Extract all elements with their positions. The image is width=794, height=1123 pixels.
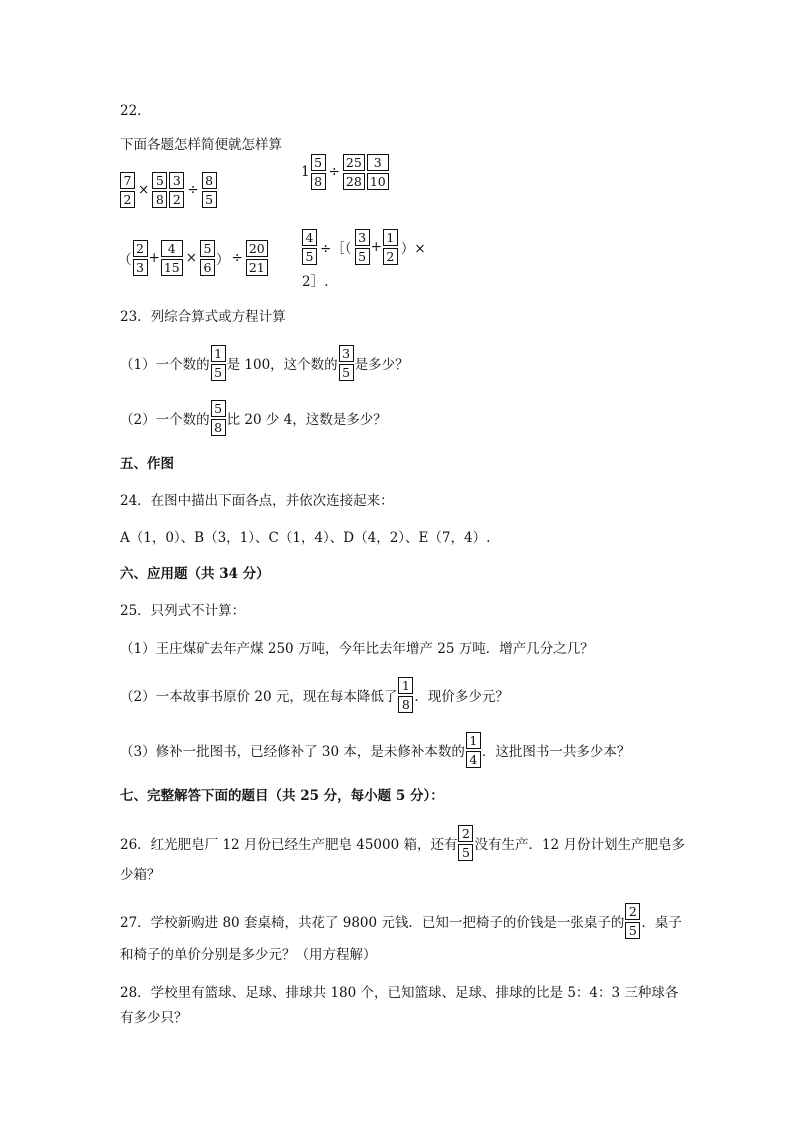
fraction: $\frac{5}{8}$ bbox=[311, 154, 326, 190]
fraction: $\frac{4}{5}$ bbox=[302, 229, 317, 265]
fraction: $\frac{5}{8}$ bbox=[152, 172, 167, 208]
fraction: $\frac{3}{2}$ bbox=[169, 172, 184, 208]
q22-label: 22． bbox=[120, 103, 151, 119]
q28-line-2: 有多少只？ bbox=[120, 1010, 188, 1026]
q22-expression-2: 1 $\frac{5}{8}$ ÷ $\frac{25}{28}$ $\frac{3}{10}$ bbox=[301, 154, 390, 190]
fraction: $\frac{20}{21}$ bbox=[246, 240, 268, 276]
q23-part-1: （1）一个数的 $\frac{1}{5}$ 是 100，这个数的 $\frac{3}{5}$ 是多少？ bbox=[120, 346, 409, 380]
fraction: $\frac{2}{5}$ bbox=[625, 903, 640, 939]
fraction: $\frac{2}{5}$ bbox=[458, 825, 473, 861]
fraction: $\frac{3}{10}$ bbox=[367, 154, 389, 190]
fraction: $\frac{1}{8}$ bbox=[398, 677, 413, 713]
q23-part-2: （2）一个数的 $\frac{5}{8}$ 比 20 少 4，这数是多少？ bbox=[120, 401, 387, 435]
q25-title: 25．只列式不计算： bbox=[120, 603, 246, 619]
fraction: $\frac{1}{4}$ bbox=[466, 732, 481, 768]
q22-expression-4-continued: 2］. bbox=[302, 274, 329, 290]
fraction: $\frac{5}{6}$ bbox=[200, 240, 215, 276]
q23-title: 23．列综合算式或方程计算 bbox=[120, 309, 286, 325]
fraction: $\frac{7}{2}$ bbox=[120, 172, 135, 208]
fraction: $\frac{3}{5}$ bbox=[355, 229, 370, 265]
q27-line-2: 和椅子的单价分别是多少元？（用方程解） bbox=[120, 947, 377, 963]
q22-expression-1: $\frac{7}{2}$ × $\frac{5}{8}$ $\frac{3}{2}$ ÷ $\frac{8}{5}$ bbox=[119, 172, 218, 208]
section-7-heading: 七、完整解答下面的题目（共 25 分，每小题 5 分）： bbox=[120, 788, 444, 804]
fraction: $\frac{2}{3}$ bbox=[133, 240, 148, 276]
q24-title: 24．在图中描出下面各点，并依次连接起来： bbox=[120, 493, 394, 509]
fraction: $\frac{3}{5}$ bbox=[339, 345, 354, 381]
fraction: $\frac{5}{8}$ bbox=[211, 400, 226, 436]
fraction: $\frac{1}{2}$ bbox=[383, 229, 398, 265]
q22-expression-3: （ $\frac{2}{3}$ + $\frac{4}{15}$ × $\frac{5}{6}$ ） ÷ $\frac{20}{21}$ bbox=[118, 240, 269, 276]
section-6-heading: 六、应用题（共 34 分） bbox=[120, 566, 270, 582]
q22-instruction: 下面各题怎样简便就怎样算 bbox=[120, 137, 282, 153]
section-5-heading: 五、作图 bbox=[120, 456, 174, 472]
q27-line-1: 27．学校新购进 80 套桌椅，共花了 9800 元钱．已知一把椅子的价钱是一张桌子的 $\frac{2}{5}$ ．桌子 bbox=[120, 904, 682, 938]
fraction: $\frac{4}{15}$ bbox=[161, 240, 183, 276]
fraction: $\frac{1}{5}$ bbox=[211, 345, 226, 381]
q25-part-2: （2）一本故事书原价 20 元，现在每本降低了 $\frac{1}{8}$ ．现价多少元？ bbox=[120, 678, 509, 712]
q28-line-1: 28．学校里有篮球、足球、排球共 180 个，已知篮球、足球、排球的比是 5：4：3 三种球各 bbox=[120, 985, 679, 1001]
q26-line-1: 26．红光肥皂厂 12 月份已经生产肥皂 45000 箱，还有 $\frac{2}{5}$ 没有生产．12 月份计划生产肥皂多 bbox=[120, 826, 685, 860]
q22-expression-4: $\frac{4}{5}$ ÷［（ $\frac{3}{5}$ + $\frac{1}{2}$ ）× bbox=[301, 229, 428, 265]
fraction: $\frac{8}{5}$ bbox=[202, 172, 217, 208]
q25-part-1: （1）王庄煤矿去年产煤 250 万吨，今年比去年增产 25 万吨．增产几分之几？ bbox=[120, 641, 594, 657]
q26-line-2: 少箱？ bbox=[120, 867, 161, 883]
fraction: $\frac{25}{28}$ bbox=[343, 154, 365, 190]
q25-part-3: （3）修补一批图书，已经修补了 30 本，是未修补本数的 $\frac{1}{4}$ ．这批图书一共多少本？ bbox=[120, 733, 631, 767]
q24-points: A（1，0）、B（3，1）、C（1，4）、D（4，2）、E（7，4）. bbox=[120, 530, 491, 546]
